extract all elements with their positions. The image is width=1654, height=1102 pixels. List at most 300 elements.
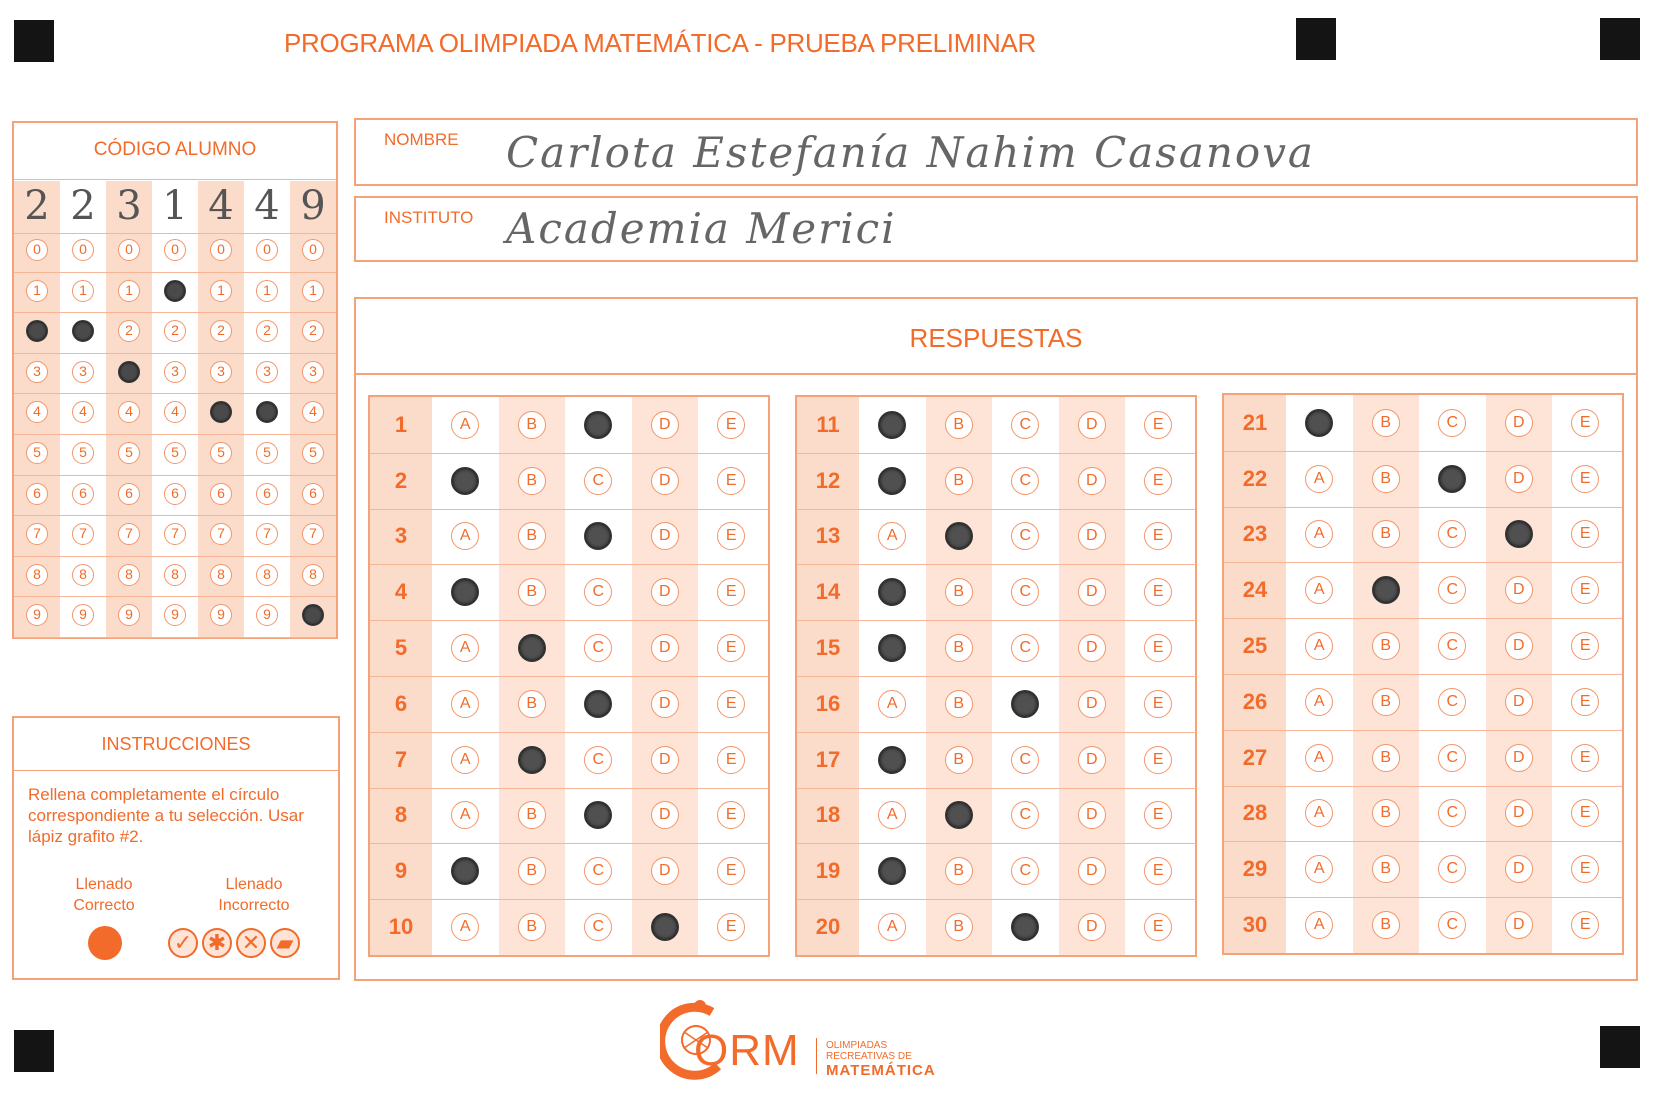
answer-bubble[interactable]: E	[1571, 409, 1599, 437]
institute-field[interactable]	[354, 196, 1638, 262]
answer-bubble[interactable]: D	[1078, 634, 1106, 662]
correct-fill-example-icon	[88, 926, 122, 960]
code-bubble[interactable]: 5	[118, 442, 140, 464]
page-title: PROGRAMA OLIMPIADA MATEMÁTICA - PRUEBA PRELIMINAR	[284, 28, 1036, 58]
answer-bubble[interactable]: E	[1571, 520, 1599, 548]
answer-row	[1224, 730, 1622, 786]
answer-row	[797, 843, 1195, 899]
code-bubble[interactable]: 1	[256, 280, 278, 302]
answer-bubble[interactable]: C	[584, 690, 612, 718]
answer-bubble[interactable]: D	[1505, 576, 1533, 604]
answer-bubble[interactable]: A	[451, 746, 479, 774]
code-bubble[interactable]: 8	[302, 564, 324, 586]
answer-block	[1222, 393, 1624, 955]
answer-bubble[interactable]: A	[1305, 465, 1333, 493]
answer-bubble[interactable]: A	[451, 467, 479, 495]
code-bubble[interactable]: 3	[210, 361, 232, 383]
code-bubble[interactable]: 4	[256, 401, 278, 423]
row-divider	[797, 509, 1195, 510]
answer-bubble[interactable]: A	[451, 801, 479, 829]
answer-bubble[interactable]: E	[1571, 744, 1599, 772]
answer-bubble[interactable]: C	[584, 578, 612, 606]
question-number: 21	[1224, 395, 1286, 451]
answer-bubble[interactable]: C	[1011, 913, 1039, 941]
code-column	[60, 181, 106, 637]
row-divider	[797, 843, 1195, 844]
answer-bubble[interactable]: B	[945, 578, 973, 606]
answer-bubble[interactable]: E	[1144, 857, 1172, 885]
code-bubble[interactable]: 3	[302, 361, 324, 383]
code-bubble[interactable]: 3	[26, 361, 48, 383]
answer-row	[1224, 562, 1622, 618]
name-value: Carlota Estefanía Nahim Casanova	[506, 128, 1315, 177]
question-number: 9	[370, 843, 432, 899]
code-bubble[interactable]: 9	[164, 604, 186, 626]
code-bubble[interactable]: 4	[118, 401, 140, 423]
code-digit: 2	[24, 183, 50, 229]
answer-bubble[interactable]: D	[651, 634, 679, 662]
code-bubble[interactable]: 1	[118, 280, 140, 302]
answer-row	[797, 676, 1195, 732]
answer-bubble[interactable]: B	[1372, 409, 1400, 437]
answer-bubble[interactable]: E	[1571, 799, 1599, 827]
grid-line	[14, 596, 336, 597]
answer-bubble[interactable]: B	[1372, 911, 1400, 939]
code-bubble[interactable]: 8	[26, 564, 48, 586]
answer-bubble[interactable]: A	[878, 801, 906, 829]
answer-bubble[interactable]: C	[584, 913, 612, 941]
row-divider	[370, 732, 768, 733]
answer-bubble[interactable]: B	[1372, 744, 1400, 772]
answer-row	[797, 899, 1195, 955]
code-bubble[interactable]: 7	[72, 523, 94, 545]
answer-bubble[interactable]: B	[1372, 855, 1400, 883]
code-bubble[interactable]: 3	[256, 361, 278, 383]
answer-bubble[interactable]: B	[945, 522, 973, 550]
answer-bubble[interactable]: D	[1505, 744, 1533, 772]
code-digit: 4	[254, 183, 280, 229]
answer-bubble[interactable]: B	[945, 634, 973, 662]
answer-row	[797, 564, 1195, 620]
answer-bubble[interactable]: E	[1144, 522, 1172, 550]
answer-bubble[interactable]: D	[651, 690, 679, 718]
code-bubble[interactable]: 1	[210, 280, 232, 302]
answer-bubble[interactable]: D	[1505, 409, 1533, 437]
answer-bubble[interactable]: B	[518, 578, 546, 606]
answer-bubble[interactable]: B	[945, 857, 973, 885]
answer-bubble[interactable]: E	[1144, 913, 1172, 941]
answer-bubble[interactable]: C	[1011, 578, 1039, 606]
code-column	[198, 181, 244, 637]
code-bubble[interactable]: 4	[302, 401, 324, 423]
answer-bubble[interactable]: B	[1372, 520, 1400, 548]
answer-bubble[interactable]: E	[1144, 634, 1172, 662]
question-number: 26	[1224, 674, 1286, 730]
answer-bubble[interactable]: A	[1305, 576, 1333, 604]
answer-bubble[interactable]: E	[717, 690, 745, 718]
code-bubble[interactable]: 3	[164, 361, 186, 383]
answer-bubble[interactable]: D	[1078, 801, 1106, 829]
answer-bubble[interactable]: B	[1372, 688, 1400, 716]
answer-bubble[interactable]: E	[1571, 688, 1599, 716]
answer-row	[797, 788, 1195, 844]
answer-bubble[interactable]: A	[451, 690, 479, 718]
question-number: 4	[370, 564, 432, 620]
answer-bubble[interactable]: E	[717, 411, 745, 439]
row-divider	[370, 564, 768, 565]
code-bubble[interactable]: 2	[72, 320, 94, 342]
code-bubble[interactable]: 3	[72, 361, 94, 383]
correct-fill-label	[44, 874, 164, 916]
code-digit: 3	[116, 183, 142, 229]
divider	[14, 179, 336, 180]
code-bubble[interactable]: 7	[302, 523, 324, 545]
answer-bubble[interactable]: E	[1144, 411, 1172, 439]
answer-bubble[interactable]: E	[1571, 465, 1599, 493]
answer-bubble[interactable]: D	[1078, 522, 1106, 550]
row-divider	[797, 564, 1195, 565]
code-bubble[interactable]: 5	[26, 442, 48, 464]
answer-bubble[interactable]: C	[584, 746, 612, 774]
answer-bubble[interactable]: C	[1438, 911, 1466, 939]
code-column	[152, 181, 198, 637]
grid-line	[14, 393, 336, 394]
answer-bubble[interactable]: C	[584, 467, 612, 495]
code-column	[290, 181, 336, 637]
code-bubble[interactable]: 1	[72, 280, 94, 302]
code-bubble[interactable]: 9	[26, 604, 48, 626]
code-bubble[interactable]: 5	[164, 442, 186, 464]
answer-bubble[interactable]: B	[518, 467, 546, 495]
answer-row	[370, 732, 768, 788]
answer-bubble[interactable]: E	[1144, 801, 1172, 829]
answer-bubble[interactable]: C	[584, 634, 612, 662]
code-bubble[interactable]: 7	[118, 523, 140, 545]
code-bubble[interactable]: 8	[72, 564, 94, 586]
code-bubble[interactable]: 6	[210, 483, 232, 505]
answer-bubble[interactable]: D	[1078, 857, 1106, 885]
question-number: 8	[370, 788, 432, 844]
code-bubble[interactable]: 9	[118, 604, 140, 626]
answer-bubble[interactable]: A	[1305, 632, 1333, 660]
answer-bubble[interactable]: B	[1372, 465, 1400, 493]
student-code-header: CÓDIGO ALUMNO	[93, 139, 257, 160]
answer-bubble[interactable]: E	[1571, 576, 1599, 604]
answer-bubble[interactable]: A	[1305, 799, 1333, 827]
answer-row	[1224, 395, 1622, 451]
row-divider	[797, 788, 1195, 789]
answer-bubble[interactable]: E	[1144, 746, 1172, 774]
question-number: 2	[370, 453, 432, 509]
code-digit: 4	[208, 183, 234, 229]
answer-bubble[interactable]: B	[518, 690, 546, 718]
instructions-text: Rellena completamente el círculo correspondiente a tu selección. Usar lápiz grafito #2.	[28, 785, 304, 846]
logo-wordmark: ORM	[694, 1026, 800, 1075]
code-bubble[interactable]: 4	[210, 401, 232, 423]
institute-value: Academia Merici	[506, 204, 897, 253]
answer-bubble[interactable]: A	[878, 411, 906, 439]
code-bubble[interactable]: 6	[72, 483, 94, 505]
code-bubble[interactable]: 7	[164, 523, 186, 545]
answer-bubble[interactable]: C	[1438, 744, 1466, 772]
code-bubble[interactable]: 1	[164, 280, 186, 302]
question-number: 28	[1224, 786, 1286, 842]
question-number: 3	[370, 509, 432, 565]
code-bubble[interactable]: 5	[72, 442, 94, 464]
code-bubble[interactable]: 9	[72, 604, 94, 626]
code-bubble[interactable]: 0	[118, 239, 140, 261]
answer-bubble[interactable]: C	[1011, 690, 1039, 718]
answer-bubble[interactable]: B	[945, 467, 973, 495]
code-bubble[interactable]: 0	[302, 239, 324, 261]
row-divider	[1224, 507, 1622, 508]
code-bubble[interactable]: 8	[118, 564, 140, 586]
answer-bubble[interactable]: D	[651, 857, 679, 885]
answer-row	[370, 676, 768, 732]
answer-bubble[interactable]: C	[1011, 857, 1039, 885]
code-bubble[interactable]: 5	[302, 442, 324, 464]
orm-logo	[660, 996, 990, 1086]
code-bubble[interactable]: 0	[210, 239, 232, 261]
answer-bubble[interactable]: C	[1438, 688, 1466, 716]
code-bubble[interactable]: 6	[118, 483, 140, 505]
registration-mark	[14, 1030, 54, 1072]
answer-bubble[interactable]: E	[717, 522, 745, 550]
code-bubble[interactable]: 4	[26, 401, 48, 423]
answer-bubble[interactable]: A	[878, 857, 906, 885]
answer-bubble[interactable]: D	[651, 578, 679, 606]
code-bubble[interactable]: 1	[26, 280, 48, 302]
answer-bubble[interactable]: B	[945, 746, 973, 774]
registration-mark	[14, 20, 54, 62]
grid-line	[14, 434, 336, 435]
answer-bubble[interactable]: A	[878, 746, 906, 774]
row-divider	[1224, 730, 1622, 731]
code-bubble[interactable]: 0	[164, 239, 186, 261]
answer-bubble[interactable]: A	[451, 634, 479, 662]
code-bubble[interactable]: 0	[256, 239, 278, 261]
code-bubble[interactable]: 4	[164, 401, 186, 423]
code-bubble[interactable]: 8	[256, 564, 278, 586]
row-divider	[1224, 897, 1622, 898]
answer-bubble[interactable]: A	[451, 411, 479, 439]
question-number: 7	[370, 732, 432, 788]
code-bubble[interactable]: 7	[210, 523, 232, 545]
answer-bubble[interactable]: B	[518, 634, 546, 662]
answer-bubble[interactable]: A	[878, 522, 906, 550]
answer-bubble[interactable]: C	[1438, 632, 1466, 660]
question-number: 18	[797, 788, 859, 844]
answer-bubble[interactable]: E	[717, 578, 745, 606]
answer-bubble[interactable]: E	[1571, 911, 1599, 939]
code-bubble[interactable]: 9	[256, 604, 278, 626]
answer-bubble[interactable]: C	[1438, 576, 1466, 604]
answer-bubble[interactable]: B	[945, 411, 973, 439]
code-bubble[interactable]: 1	[302, 280, 324, 302]
answer-bubble[interactable]: B	[1372, 576, 1400, 604]
answer-row	[370, 453, 768, 509]
answer-bubble[interactable]: B	[518, 857, 546, 885]
answer-row	[1224, 841, 1622, 897]
code-bubble[interactable]: 6	[302, 483, 324, 505]
answer-bubble[interactable]: D	[651, 801, 679, 829]
answer-bubble[interactable]: C	[584, 411, 612, 439]
code-bubble[interactable]: 2	[302, 320, 324, 342]
answer-bubble[interactable]: C	[1011, 411, 1039, 439]
answer-bubble[interactable]: C	[1011, 467, 1039, 495]
answer-bubble[interactable]: E	[1144, 690, 1172, 718]
answer-bubble[interactable]: C	[1438, 799, 1466, 827]
answer-row	[370, 788, 768, 844]
answer-bubble[interactable]: A	[878, 913, 906, 941]
answer-bubble[interactable]: C	[1011, 746, 1039, 774]
code-bubble[interactable]: 5	[256, 442, 278, 464]
answer-bubble[interactable]: B	[945, 690, 973, 718]
answer-bubble[interactable]: D	[1505, 632, 1533, 660]
answer-row	[370, 397, 768, 453]
logo-line-1: OLIMPIADAS	[826, 1040, 888, 1051]
answer-bubble[interactable]: C	[584, 857, 612, 885]
answer-bubble[interactable]: E	[1144, 578, 1172, 606]
answer-bubble[interactable]: E	[1571, 632, 1599, 660]
answer-bubble[interactable]: D	[1078, 467, 1106, 495]
answer-bubble[interactable]: A	[878, 578, 906, 606]
answer-bubble[interactable]: E	[1571, 855, 1599, 883]
answer-bubble[interactable]: D	[1078, 411, 1106, 439]
answer-bubble[interactable]: D	[1078, 746, 1106, 774]
logo-line-2: RECREATIVAS DE	[826, 1051, 912, 1062]
answer-row	[797, 620, 1195, 676]
question-number: 17	[797, 732, 859, 788]
answer-bubble[interactable]: E	[717, 634, 745, 662]
answer-bubble[interactable]: A	[878, 690, 906, 718]
answer-bubble[interactable]: C	[1011, 522, 1039, 550]
code-bubble[interactable]: 9	[210, 604, 232, 626]
instructions-panel	[12, 716, 340, 980]
answer-bubble[interactable]: D	[651, 411, 679, 439]
answer-bubble[interactable]: A	[1305, 688, 1333, 716]
question-number: 27	[1224, 730, 1286, 786]
answer-bubble[interactable]: C	[584, 801, 612, 829]
answer-bubble[interactable]: A	[451, 578, 479, 606]
answer-bubble[interactable]: E	[717, 913, 745, 941]
answer-bubble[interactable]: B	[518, 801, 546, 829]
row-divider	[1224, 618, 1622, 619]
registration-mark	[1600, 18, 1640, 60]
code-bubble[interactable]: 0	[72, 239, 94, 261]
answer-bubble[interactable]: B	[518, 913, 546, 941]
question-number: 13	[797, 509, 859, 565]
answer-bubble[interactable]: B	[518, 522, 546, 550]
question-number: 30	[1224, 897, 1286, 953]
answer-bubble[interactable]: C	[584, 522, 612, 550]
answer-bubble[interactable]: D	[1078, 578, 1106, 606]
code-bubble[interactable]: 7	[256, 523, 278, 545]
code-bubble[interactable]: 2	[256, 320, 278, 342]
answer-bubble[interactable]: C	[1438, 465, 1466, 493]
answer-bubble[interactable]: A	[878, 467, 906, 495]
answer-bubble[interactable]: C	[1438, 855, 1466, 883]
row-divider	[797, 732, 1195, 733]
code-bubble[interactable]: 2	[118, 320, 140, 342]
answer-bubble[interactable]: A	[878, 634, 906, 662]
answer-bubble[interactable]: A	[1305, 911, 1333, 939]
answer-bubble[interactable]: D	[1505, 911, 1533, 939]
answer-row	[797, 453, 1195, 509]
answer-bubble[interactable]: D	[1078, 913, 1106, 941]
answer-bubble[interactable]: C	[1011, 801, 1039, 829]
answer-bubble[interactable]: A	[1305, 409, 1333, 437]
answer-row	[1224, 618, 1622, 674]
answer-bubble[interactable]: D	[1505, 688, 1533, 716]
answer-bubble[interactable]: D	[651, 467, 679, 495]
code-bubble[interactable]: 5	[210, 442, 232, 464]
answer-bubble[interactable]: A	[1305, 744, 1333, 772]
code-bubble[interactable]: 8	[210, 564, 232, 586]
answer-bubble[interactable]: C	[1438, 409, 1466, 437]
code-bubble[interactable]: 0	[26, 239, 48, 261]
answer-bubble[interactable]: E	[717, 467, 745, 495]
answer-bubble[interactable]: A	[451, 522, 479, 550]
answer-bubble[interactable]: C	[1438, 520, 1466, 548]
answer-bubble[interactable]: E	[717, 746, 745, 774]
code-bubble[interactable]: 6	[26, 483, 48, 505]
answer-bubble[interactable]: C	[1011, 634, 1039, 662]
code-bubble[interactable]: 2	[210, 320, 232, 342]
answer-bubble[interactable]: D	[1505, 855, 1533, 883]
answer-bubble[interactable]: A	[1305, 520, 1333, 548]
code-bubble[interactable]: 4	[72, 401, 94, 423]
answer-bubble[interactable]: B	[945, 801, 973, 829]
answer-bubble[interactable]: A	[451, 913, 479, 941]
answer-bubble[interactable]: D	[1078, 690, 1106, 718]
answer-bubble[interactable]: E	[717, 801, 745, 829]
answer-bubble[interactable]: E	[1144, 467, 1172, 495]
answer-bubble[interactable]: D	[1505, 520, 1533, 548]
code-bubble[interactable]: 3	[118, 361, 140, 383]
code-bubble[interactable]: 2	[164, 320, 186, 342]
question-number: 22	[1224, 451, 1286, 507]
answer-bubble[interactable]: B	[518, 746, 546, 774]
question-number: 29	[1224, 841, 1286, 897]
answer-bubble[interactable]: D	[1505, 799, 1533, 827]
answer-bubble[interactable]: D	[651, 913, 679, 941]
code-digit: 1	[162, 183, 188, 229]
partial-fill-example-icon: ▰	[270, 928, 300, 958]
row-divider	[1224, 674, 1622, 675]
code-bubble[interactable]: 6	[164, 483, 186, 505]
code-bubble[interactable]: 6	[256, 483, 278, 505]
answer-bubble[interactable]: E	[717, 857, 745, 885]
answer-row	[370, 620, 768, 676]
answer-bubble[interactable]: B	[945, 913, 973, 941]
answer-bubble[interactable]: B	[1372, 632, 1400, 660]
answer-bubble[interactable]: B	[518, 411, 546, 439]
answer-bubble[interactable]: A	[451, 857, 479, 885]
answer-bubble[interactable]: D	[651, 522, 679, 550]
code-bubble[interactable]: 2	[26, 320, 48, 342]
answer-bubble[interactable]: D	[1505, 465, 1533, 493]
code-bubble[interactable]: 7	[26, 523, 48, 545]
answer-bubble[interactable]: B	[1372, 799, 1400, 827]
row-divider	[370, 843, 768, 844]
answer-bubble[interactable]: A	[1305, 855, 1333, 883]
answer-block	[368, 395, 770, 957]
name-field[interactable]	[354, 118, 1638, 186]
code-bubble[interactable]: 9	[302, 604, 324, 626]
code-bubble[interactable]: 8	[164, 564, 186, 586]
answer-bubble[interactable]: D	[651, 746, 679, 774]
